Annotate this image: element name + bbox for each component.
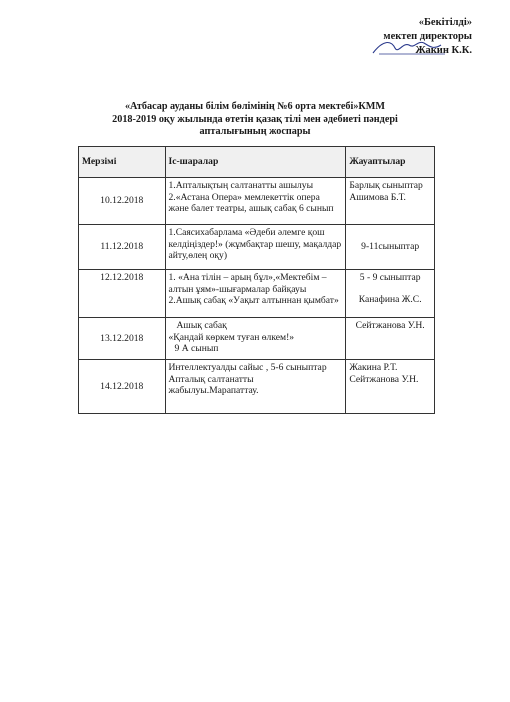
responsible-line: Канафина Ж.С. [358, 293, 422, 305]
event-line: 1.Саясихабарлама «Әдеби әлемге қош келдіңіздер!» (жұмбақтар шешу, мақалдар айту,өлең оқу) [168, 227, 342, 261]
approval-position: мектеп директоры [383, 31, 472, 42]
row-date: 12.12.2018 [79, 270, 166, 318]
row-events [165, 318, 346, 360]
row-date: 14.12.2018 [79, 360, 166, 414]
row-events [165, 270, 346, 318]
event-line: Ашық сабақ [176, 320, 227, 331]
row-events [165, 178, 346, 225]
table-header-row [79, 147, 435, 178]
event-line: «Қандай көркем туған өлкем!» [168, 331, 295, 343]
row-responsible [346, 270, 435, 318]
school-name: «Атбасар ауданы білім бөлімінің №6 орта мектебі»КММ [124, 101, 386, 112]
responsible-line: 5 - 9 сыныптар [359, 272, 421, 283]
row-responsible [346, 178, 435, 225]
responsible-line: Жакина Р.Т. [349, 362, 398, 373]
row-date: 11.12.2018 [79, 225, 166, 270]
responsible-line: Ашимова Б.Т. [349, 191, 406, 203]
responsible-line: 9-11сыныптар [361, 241, 420, 253]
event-line: 2.«Астана Опера» мемлекеттік опера және балет театры, ашық сабақ 6 сынып [168, 191, 334, 214]
event-line: 2.Ашық сабақ «Уақыт алтыннан қымбат» [168, 295, 339, 306]
col-events-header: Іс-шаралар [165, 147, 346, 178]
responsible-line: Сейтжанова У.Н. [349, 373, 419, 385]
plan-subject: 2018-2019 оқу жылында өтетін қазақ тілі мен әдебиеті пәндері [112, 113, 398, 125]
document-header [80, 101, 430, 139]
col-responsible-header: Жауаптылар [346, 147, 435, 178]
signature-row [383, 44, 472, 58]
row-responsible [346, 318, 435, 360]
responsible-line: Сейтжанова У.Н. [355, 320, 425, 331]
row-events [165, 225, 346, 270]
plan-title: апталығының жоспары [199, 126, 311, 137]
event-line: Интеллектуалды сайыс , 5-6 сыныптар [168, 362, 327, 373]
plan-table [78, 146, 435, 414]
table-row [79, 318, 435, 360]
event-line: 1.Апталықтың салтанатты ашылуы [168, 180, 314, 191]
row-responsible [346, 360, 435, 414]
row-responsible [346, 225, 435, 270]
director-name: Жакин К.К. [415, 45, 472, 56]
approval-stamp [383, 16, 472, 58]
approval-title: «Бекітілді» [418, 17, 472, 28]
col-date-header: Мерзімі [79, 147, 166, 178]
signature-scribble [369, 36, 449, 58]
row-date: 10.12.2018 [79, 178, 166, 225]
event-line: 1. «Ана тілін – арың бұл»,«Мектебім – алтын ұям»-шығармалар байқауы [168, 272, 327, 295]
table-row [79, 270, 435, 318]
event-line: Апталық салтанатты жабылуы.Марапаттау. [168, 373, 259, 396]
table-row [79, 360, 435, 414]
table-row [79, 225, 435, 270]
event-line: 9 А сынып [174, 343, 219, 354]
row-date: 13.12.2018 [79, 318, 166, 360]
row-events [165, 360, 346, 414]
responsible-line: Барлық сыныптар [349, 180, 423, 191]
table-row [79, 178, 435, 225]
